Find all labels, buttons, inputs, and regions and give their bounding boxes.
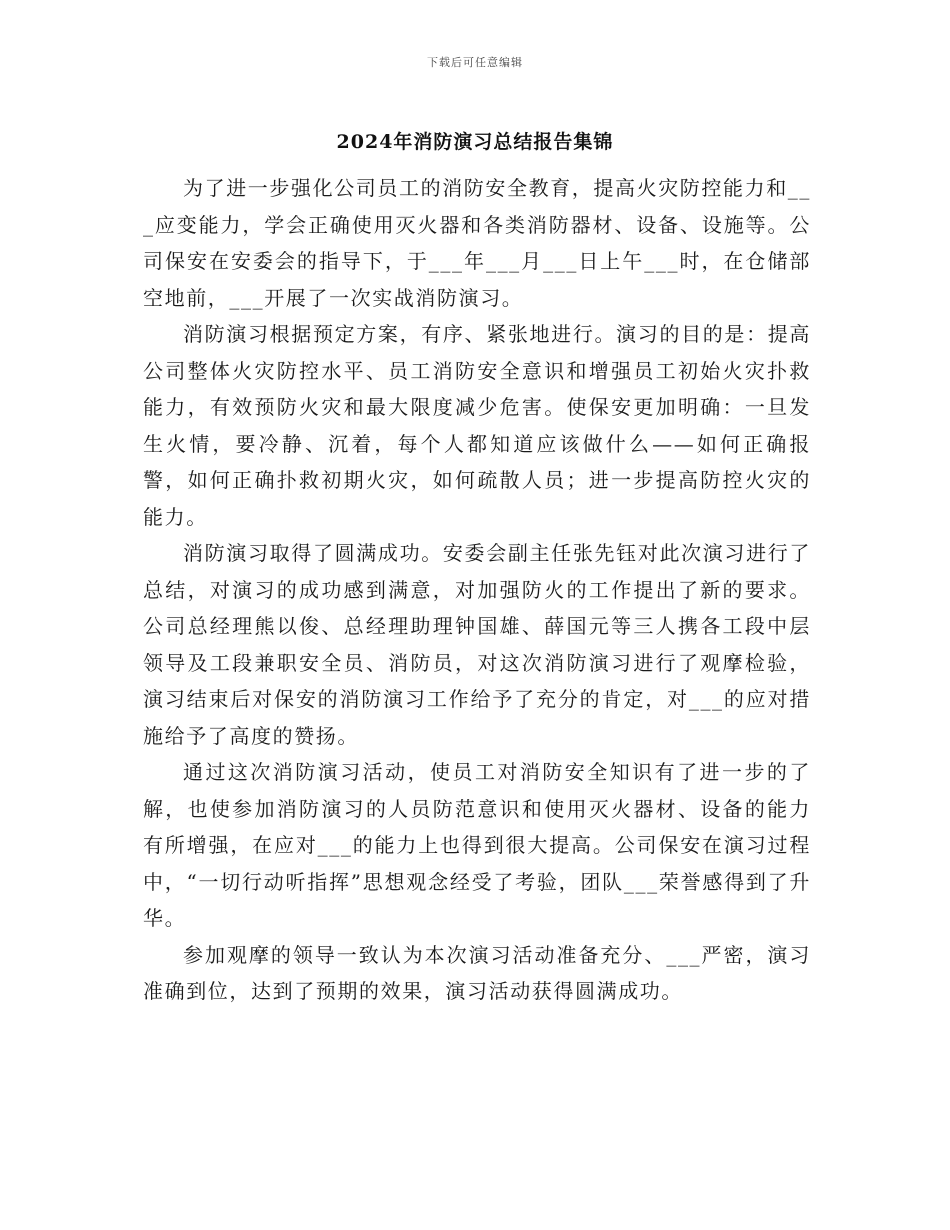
- paragraph-1: 为了进一步强化公司员工的消防安全教育，提高火灾防控能力和___应变能力，学会正确使用灭火器和各类消防器材、设备、设施等。公司保安在安委会的指导下，于___年___月___日上午___时，在仓储部空地前，___开展了一次实战消防演习。: [143, 176, 811, 310]
- document-body: [143, 170, 811, 1010]
- paragraph-5: 参加观摩的领导一致认为本次演习活动准备充分、___严密，演习准确到位，达到了预期的效果，演习活动获得圆满成功。: [143, 942, 811, 1003]
- paragraph-2: 消防演习根据预定方案，有序、紧张地进行。演习的目的是：提高公司整体火灾防控水平、员工消防安全意识和增强员工初始火灾扑救能力，有效预防火灾和最大限度减少危害。使保安更加明确：一旦发生火情，要冷静、沉着，每个人都知道应该做什么——如何正确报警，如何正确扑救初期火灾，如何疏散人员；进一步提高防控火灾的能力。: [143, 322, 811, 529]
- paragraph-4: 通过这次消防演习活动，使员工对消防安全知识有了进一步的了解，也使参加消防演习的人员防范意识和使用灭火器材、设备的能力有所增强，在应对___的能力上也得到很大提高。公司保安在演习过程中，“一切行动听指挥”思想观念经受了考验，团队___荣誉感得到了升华。: [143, 760, 811, 930]
- paragraph-3: 消防演习取得了圆满成功。安委会副主任张先钰对此次演习进行了总结，对演习的成功感到满意，对加强防火的工作提出了新的要求。公司总经理熊以俊、总经理助理钟国雄、薛国元等三人携各工段中层领导及工段兼职安全员、消防员，对这次消防演习进行了观摩检验，演习结束后对保安的消防演习工作给予了充分的肯定，对___的应对措施给予了高度的赞扬。: [143, 541, 811, 748]
- document-title: 2024年消防演习总结报告集锦: [336, 131, 614, 153]
- page-header-note: 下载后可任意编辑: [427, 56, 523, 69]
